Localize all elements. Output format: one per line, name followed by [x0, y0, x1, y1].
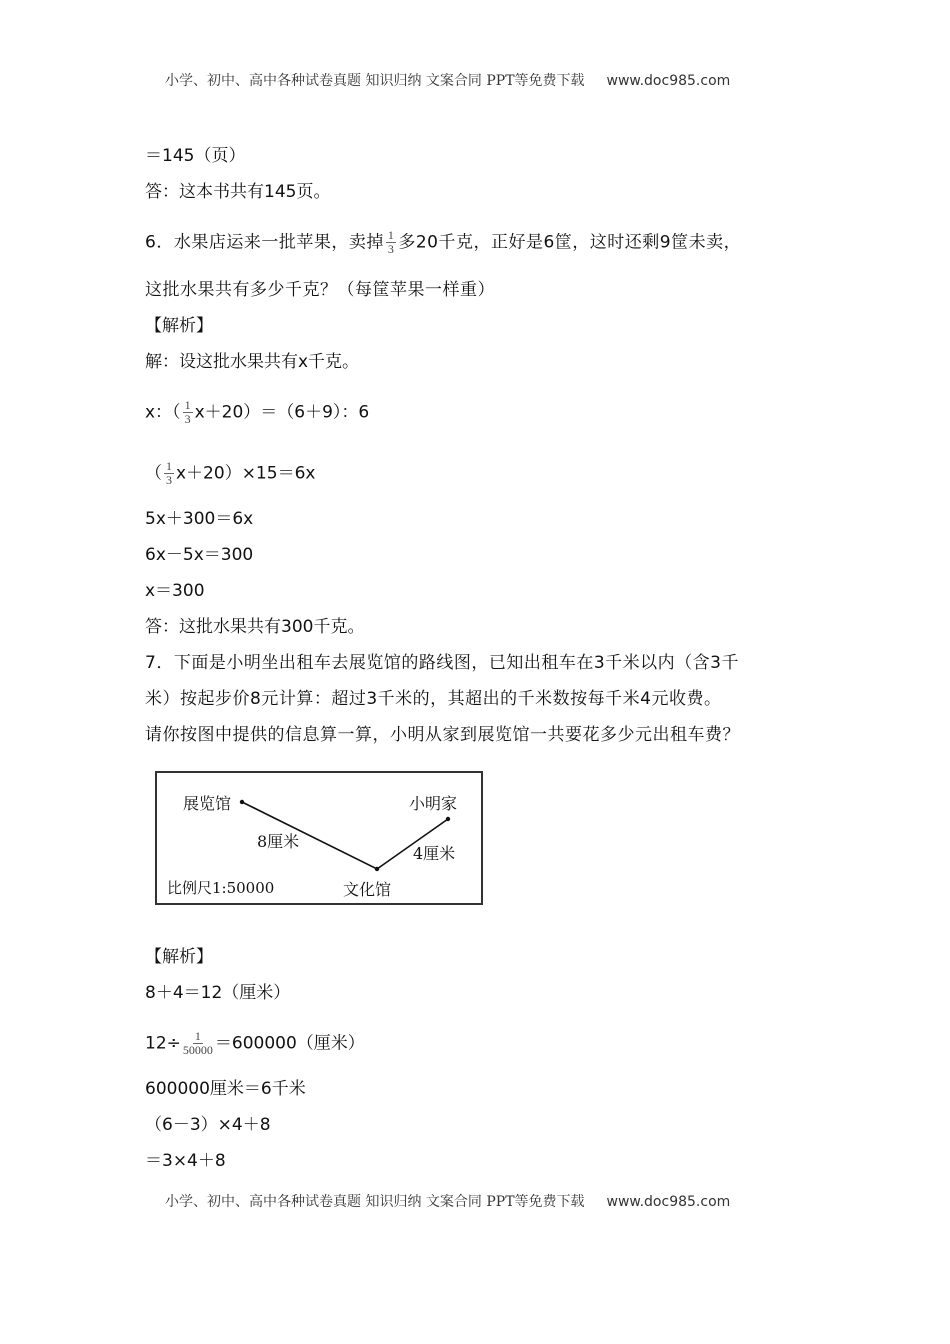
question-6	[145, 229, 741, 256]
line: x＝300	[145, 581, 205, 601]
label-culture-hall: 文化馆	[343, 880, 392, 899]
line: 600000厘米＝6千米	[145, 1079, 306, 1099]
label-exhibition-hall: 展览馆	[183, 794, 232, 813]
analysis-heading: 【解析】	[145, 947, 213, 967]
text: x＋20）×15＝6x	[176, 463, 316, 484]
line: ＝145（页）	[145, 146, 246, 166]
denominator: 50000	[182, 1043, 213, 1057]
line: 解：设这批水果共有x千克。	[145, 352, 360, 372]
numerator: 1	[166, 459, 172, 473]
fraction	[164, 460, 174, 487]
fraction	[386, 229, 397, 256]
equation	[145, 1030, 365, 1057]
text: 多20千克，正好是6筐，这时还剩9筐未卖，	[398, 232, 742, 253]
footer-text: 小学、初中、高中各种试卷真题 知识归纳 文案合同 PPT等免费下载	[165, 1194, 585, 1210]
line: ＝3×4＋8	[145, 1151, 226, 1171]
numerator: 1	[387, 228, 395, 242]
header-url: www.doc985.com	[606, 73, 731, 89]
page-footer	[165, 1191, 730, 1211]
line: 8＋4＝12（厘米）	[145, 983, 291, 1003]
fraction	[183, 399, 193, 426]
line: 5x＋300＝6x	[145, 509, 254, 529]
line: 6x－5x＝300	[145, 545, 254, 565]
equation	[145, 460, 315, 487]
line: 请你按图中提供的信息算一算，小明从家到展览馆一共要花多少元出租车费？	[145, 725, 740, 745]
denominator: 3	[166, 473, 172, 487]
text: 6．水果店运来一批苹果，卖掉	[145, 232, 384, 253]
fraction	[183, 1030, 213, 1057]
label-distance-4: 4厘米	[413, 844, 456, 863]
page-header	[165, 70, 730, 90]
denominator: 3	[387, 242, 395, 256]
text: （	[145, 463, 162, 484]
footer-url: www.doc985.com	[606, 1194, 731, 1210]
line: 这批水果共有多少千克？（每筐苹果一样重）	[145, 280, 495, 300]
analysis-heading: 【解析】	[145, 316, 213, 336]
text: x：（	[145, 402, 181, 423]
header-text: 小学、初中、高中各种试卷真题 知识归纳 文案合同 PPT等免费下载	[165, 73, 585, 89]
line: （6－3）×4＋8	[145, 1115, 271, 1135]
question-7: 7．下面是小明坐出租车去展览馆的路线图，已知出租车在3千米以内（含3千	[145, 653, 739, 673]
text: ＝600000（厘米）	[214, 1033, 365, 1054]
label-distance-8: 8厘米	[257, 832, 300, 851]
denominator: 3	[184, 412, 191, 426]
scale-label: 比例尺1:50000	[167, 879, 275, 897]
numerator: 1	[184, 398, 191, 412]
label-home: 小明家	[409, 794, 458, 813]
line: 答：这批水果共有300千克。	[145, 617, 365, 637]
line: 米）按起步价8元计算：超过3千米的，其超出的千米数按每千米4元收费。	[145, 689, 722, 709]
route-diagram	[155, 771, 483, 905]
equation	[145, 399, 369, 426]
text: x＋20）＝（6＋9）：6	[194, 402, 370, 423]
numerator: 1	[194, 1029, 201, 1043]
text: 12÷	[145, 1033, 181, 1054]
line: 答：这本书共有145页。	[145, 182, 331, 202]
